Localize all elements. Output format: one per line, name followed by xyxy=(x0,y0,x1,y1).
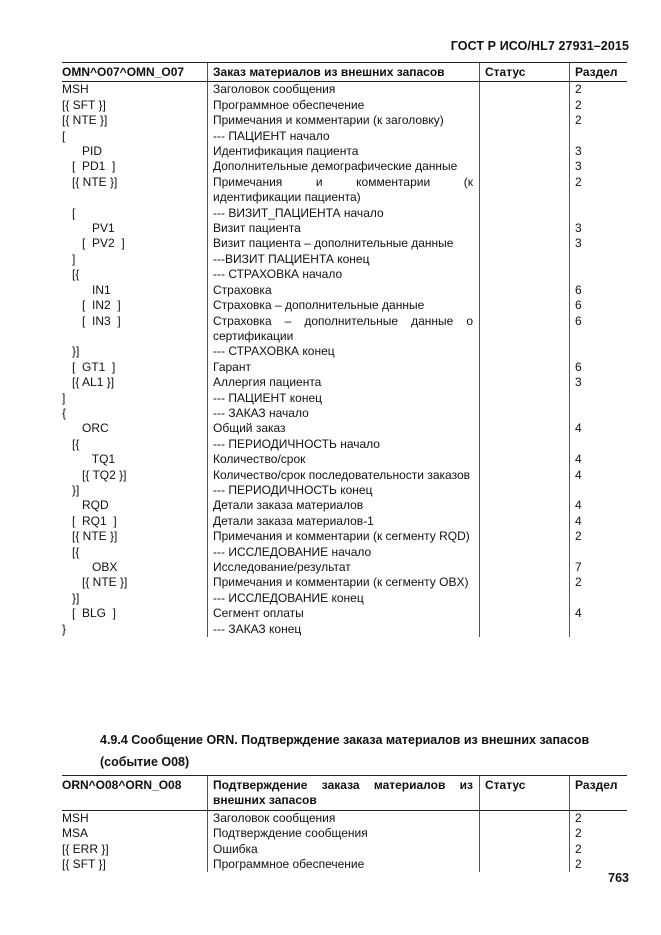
description-cell: Количество/срок последовательности заказов xyxy=(208,468,480,483)
table-row xyxy=(62,82,627,97)
segment-cell: RQD xyxy=(62,498,208,513)
section-cell: 2 xyxy=(575,575,582,590)
segment-table-orn xyxy=(62,775,627,872)
description-cell: --- ЗАКАЗ начало xyxy=(208,406,480,421)
section-cell xyxy=(570,391,627,406)
section-cell: 3 xyxy=(575,159,582,174)
table-row xyxy=(62,175,627,206)
description-cell: Гарант xyxy=(208,360,480,375)
section-cell: 6 xyxy=(575,359,582,374)
status-cell xyxy=(480,811,570,826)
table-row xyxy=(62,360,627,375)
section-cell: 3 xyxy=(575,236,582,251)
section-cell: 4 xyxy=(575,467,582,482)
segment-cell: [ xyxy=(62,206,208,221)
segment-cell: ] xyxy=(62,391,208,406)
status-cell xyxy=(480,575,570,590)
column-header-status: Статус xyxy=(480,63,570,81)
segment-cell: ORC xyxy=(62,421,208,436)
status-cell xyxy=(480,113,570,128)
table-row xyxy=(62,283,627,298)
segment-cell: ] xyxy=(62,252,208,267)
table-row xyxy=(62,129,627,144)
segment-cell: TQ1 xyxy=(62,452,208,467)
section-cell xyxy=(570,545,627,560)
segment-cell: { xyxy=(62,406,208,421)
section-cell xyxy=(570,129,627,144)
table-header xyxy=(62,775,627,811)
segment-cell: MSA xyxy=(62,826,208,841)
description-cell: Дополнительные демографические данные xyxy=(208,159,480,174)
table-row xyxy=(62,144,627,159)
status-cell xyxy=(480,360,570,375)
status-cell xyxy=(480,206,570,221)
column-header-message: OMN^O07^OMN_O07 xyxy=(62,63,208,81)
status-cell xyxy=(480,826,570,841)
section-cell xyxy=(570,406,627,421)
table-row xyxy=(62,98,627,113)
description-cell: Идентификация пациента xyxy=(208,144,480,159)
description-cell: --- ИССЛЕДОВАНИЕ начало xyxy=(208,545,480,560)
table-row xyxy=(62,344,627,359)
section-cell xyxy=(570,591,627,606)
document-header: ГОСТ Р ИСО/HL7 27931–2015 xyxy=(450,39,629,53)
table-row xyxy=(62,857,627,872)
status-cell xyxy=(480,421,570,436)
segment-cell: [{ xyxy=(62,545,208,560)
section-cell: 2 xyxy=(575,174,582,189)
status-cell xyxy=(480,267,570,282)
segment-cell: [ PD1 ] xyxy=(62,159,208,174)
table-row xyxy=(62,437,627,452)
table-row xyxy=(62,483,627,498)
section-cell xyxy=(570,206,627,221)
segment-cell: [{ AL1 }] xyxy=(62,375,208,390)
section-cell: 4 xyxy=(575,421,582,436)
status-cell xyxy=(480,98,570,113)
segment-cell: [{ SFT }] xyxy=(62,98,208,113)
segment-cell: [{ SFT }] xyxy=(62,857,208,872)
status-cell xyxy=(480,560,570,575)
segment-cell: }] xyxy=(62,344,208,359)
section-cell: 2 xyxy=(575,97,582,112)
table-row xyxy=(62,267,627,282)
section-cell xyxy=(570,437,627,452)
status-cell xyxy=(480,857,570,872)
table-body xyxy=(62,82,627,637)
status-cell xyxy=(480,344,570,359)
status-cell xyxy=(480,144,570,159)
description-cell: Визит пациента – дополнительные данные xyxy=(208,236,480,251)
table-row xyxy=(62,252,627,267)
segment-cell: }] xyxy=(62,591,208,606)
table-row xyxy=(62,468,627,483)
table-row xyxy=(62,842,627,857)
description-cell: Программное обеспечение xyxy=(208,857,480,872)
status-cell xyxy=(480,622,570,637)
section-cell: 6 xyxy=(575,313,582,328)
column-header-description: Заказ материалов из внешних запасов xyxy=(208,63,480,81)
status-cell xyxy=(480,483,570,498)
segment-cell: IN1 xyxy=(62,283,208,298)
table-row xyxy=(62,606,627,621)
description-cell: Программное обеспечение xyxy=(208,98,480,113)
description-cell: --- ПАЦИЕНТ конец xyxy=(208,391,480,406)
segment-cell: [ GT1 ] xyxy=(62,360,208,375)
status-cell xyxy=(480,437,570,452)
section-cell: 6 xyxy=(575,298,582,313)
table-row xyxy=(62,529,627,544)
section-cell: 2 xyxy=(575,529,582,544)
segment-cell: [{ TQ2 }] xyxy=(62,468,208,483)
column-header-status: Статус xyxy=(480,776,570,810)
table-row xyxy=(62,314,627,345)
description-cell: --- ПАЦИЕНТ начало xyxy=(208,129,480,144)
table-row xyxy=(62,811,627,826)
section-cell: 2 xyxy=(575,857,582,872)
table-row xyxy=(62,452,627,467)
section-heading: 4.9.4 Сообщение ORN. Подтверждение заказа материалов из внешних запасов (событие O08) xyxy=(100,733,590,769)
table-row xyxy=(62,826,627,841)
table-row xyxy=(62,236,627,251)
description-cell: Ошибка xyxy=(208,842,480,857)
status-cell xyxy=(480,375,570,390)
status-cell xyxy=(480,406,570,421)
status-cell xyxy=(480,314,570,345)
segment-cell: [ RQ1 ] xyxy=(62,514,208,529)
status-cell xyxy=(480,221,570,236)
table-row xyxy=(62,575,627,590)
segment-cell: [{ NTE }] xyxy=(62,575,208,590)
segment-cell: [ IN3 ] xyxy=(62,314,208,345)
status-cell xyxy=(480,391,570,406)
section-cell: 7 xyxy=(575,560,582,574)
description-cell: Заголовок сообщения xyxy=(208,82,480,97)
segment-cell: [{ NTE }] xyxy=(62,529,208,544)
segment-cell: OBX xyxy=(62,560,208,575)
description-cell: Исследование/результат xyxy=(208,560,480,575)
segment-cell: MSH xyxy=(62,811,208,826)
description-cell: Примечания и комментарии (к сегменту OBX) xyxy=(208,575,480,590)
table-row xyxy=(62,545,627,560)
status-cell xyxy=(480,129,570,144)
segment-cell: [ xyxy=(62,129,208,144)
segment-cell: } xyxy=(62,622,208,637)
status-cell xyxy=(480,159,570,174)
section-cell: 4 xyxy=(575,606,582,621)
section-cell: 2 xyxy=(575,841,582,856)
section-cell: 3 xyxy=(575,221,582,236)
segment-cell: [{ NTE }] xyxy=(62,175,208,206)
status-cell xyxy=(480,545,570,560)
section-cell xyxy=(570,483,627,498)
table-row xyxy=(62,298,627,313)
segment-cell: [ PV2 ] xyxy=(62,236,208,251)
segment-cell: PID xyxy=(62,144,208,159)
status-cell xyxy=(480,468,570,483)
status-cell xyxy=(480,298,570,313)
status-cell xyxy=(480,452,570,467)
table-row xyxy=(62,591,627,606)
segment-cell: [{ xyxy=(62,267,208,282)
table-row xyxy=(62,206,627,221)
segment-table-omn xyxy=(62,62,627,637)
section-cell: 4 xyxy=(575,513,582,528)
section-cell: 6 xyxy=(575,282,582,297)
description-cell: Примечания и комментарии (к заголовку) xyxy=(208,113,480,128)
table-row xyxy=(62,375,627,390)
segment-cell: [ IN2 ] xyxy=(62,298,208,313)
description-cell: Визит пациента xyxy=(208,221,480,236)
column-header-section: Раздел xyxy=(575,65,618,79)
table-row xyxy=(62,406,627,421)
description-cell: Детали заказа материалов xyxy=(208,498,480,513)
table-row xyxy=(62,221,627,236)
column-header-message: ORN^O08^ORN_O08 xyxy=(62,776,208,810)
segment-cell: [{ NTE }] xyxy=(62,113,208,128)
description-cell: --- ПЕРИОДИЧНОСТЬ конец xyxy=(208,483,480,498)
table-row xyxy=(62,113,627,128)
section-cell: 2 xyxy=(575,810,582,825)
description-cell: --- ПЕРИОДИЧНОСТЬ начало xyxy=(208,437,480,452)
status-cell xyxy=(480,175,570,206)
description-cell: Общий заказ xyxy=(208,421,480,436)
table-row xyxy=(62,391,627,406)
status-cell xyxy=(480,236,570,251)
table-header xyxy=(62,62,627,82)
status-cell xyxy=(480,82,570,97)
segment-cell: [{ ERR }] xyxy=(62,842,208,857)
description-cell: Аллергия пациента xyxy=(208,375,480,390)
section-cell: 2 xyxy=(575,113,582,128)
section-cell xyxy=(570,252,627,267)
segment-cell: PV1 xyxy=(62,221,208,236)
description-cell: --- ВИЗИТ_ПАЦИЕНТА начало xyxy=(208,206,480,221)
description-cell: Страховка – дополнительные данные о сертификации xyxy=(208,314,480,345)
description-cell: --- СТРАХОВКА конец xyxy=(208,344,480,359)
column-header-description: Подтверждение заказа материалов из внешних запасов xyxy=(208,776,480,810)
segment-cell: }] xyxy=(62,483,208,498)
status-cell xyxy=(480,842,570,857)
description-cell: Количество/срок xyxy=(208,452,480,467)
table-row xyxy=(62,421,627,436)
table-row xyxy=(62,622,627,637)
status-cell xyxy=(480,514,570,529)
description-cell: --- ИССЛЕДОВАНИЕ конец xyxy=(208,591,480,606)
description-cell: --- СТРАХОВКА начало xyxy=(208,267,480,282)
description-cell: ---ВИЗИТ ПАЦИЕНТА конец xyxy=(208,252,480,267)
segment-cell: [{ xyxy=(62,437,208,452)
section-cell: 4 xyxy=(575,498,582,513)
page-number: 763 xyxy=(608,871,629,885)
description-cell: Детали заказа материалов-1 xyxy=(208,514,480,529)
table-row xyxy=(62,560,627,575)
description-cell: Заголовок сообщения xyxy=(208,811,480,826)
table-row xyxy=(62,498,627,513)
description-cell: Страховка – дополнительные данные xyxy=(208,298,480,313)
status-cell xyxy=(480,283,570,298)
description-cell: Примечания и комментарии (к сегменту RQD) xyxy=(208,529,480,544)
status-cell xyxy=(480,591,570,606)
section-cell xyxy=(570,267,627,282)
section-cell xyxy=(570,622,627,637)
section-cell xyxy=(570,344,627,359)
status-cell xyxy=(480,529,570,544)
table-row xyxy=(62,159,627,174)
section-cell: 2 xyxy=(575,826,582,841)
status-cell xyxy=(480,606,570,621)
status-cell xyxy=(480,498,570,513)
description-cell: Сегмент оплаты xyxy=(208,606,480,621)
section-cell: 4 xyxy=(575,452,582,467)
description-cell: Подтверждение сообщения xyxy=(208,826,480,841)
section-cell: 3 xyxy=(575,144,582,159)
description-cell: Страховка xyxy=(208,283,480,298)
segment-cell: MSH xyxy=(62,82,208,97)
status-cell xyxy=(480,252,570,267)
description-cell: --- ЗАКАЗ конец xyxy=(208,622,480,637)
section-cell: 3 xyxy=(575,375,582,390)
table-row xyxy=(62,514,627,529)
description-cell: Примечания и комментарии (к идентификации пациента) xyxy=(208,175,480,206)
table-body xyxy=(62,811,627,873)
segment-cell: [ BLG ] xyxy=(62,606,208,621)
section-cell: 2 xyxy=(575,82,582,97)
column-header-section: Раздел xyxy=(575,778,618,792)
